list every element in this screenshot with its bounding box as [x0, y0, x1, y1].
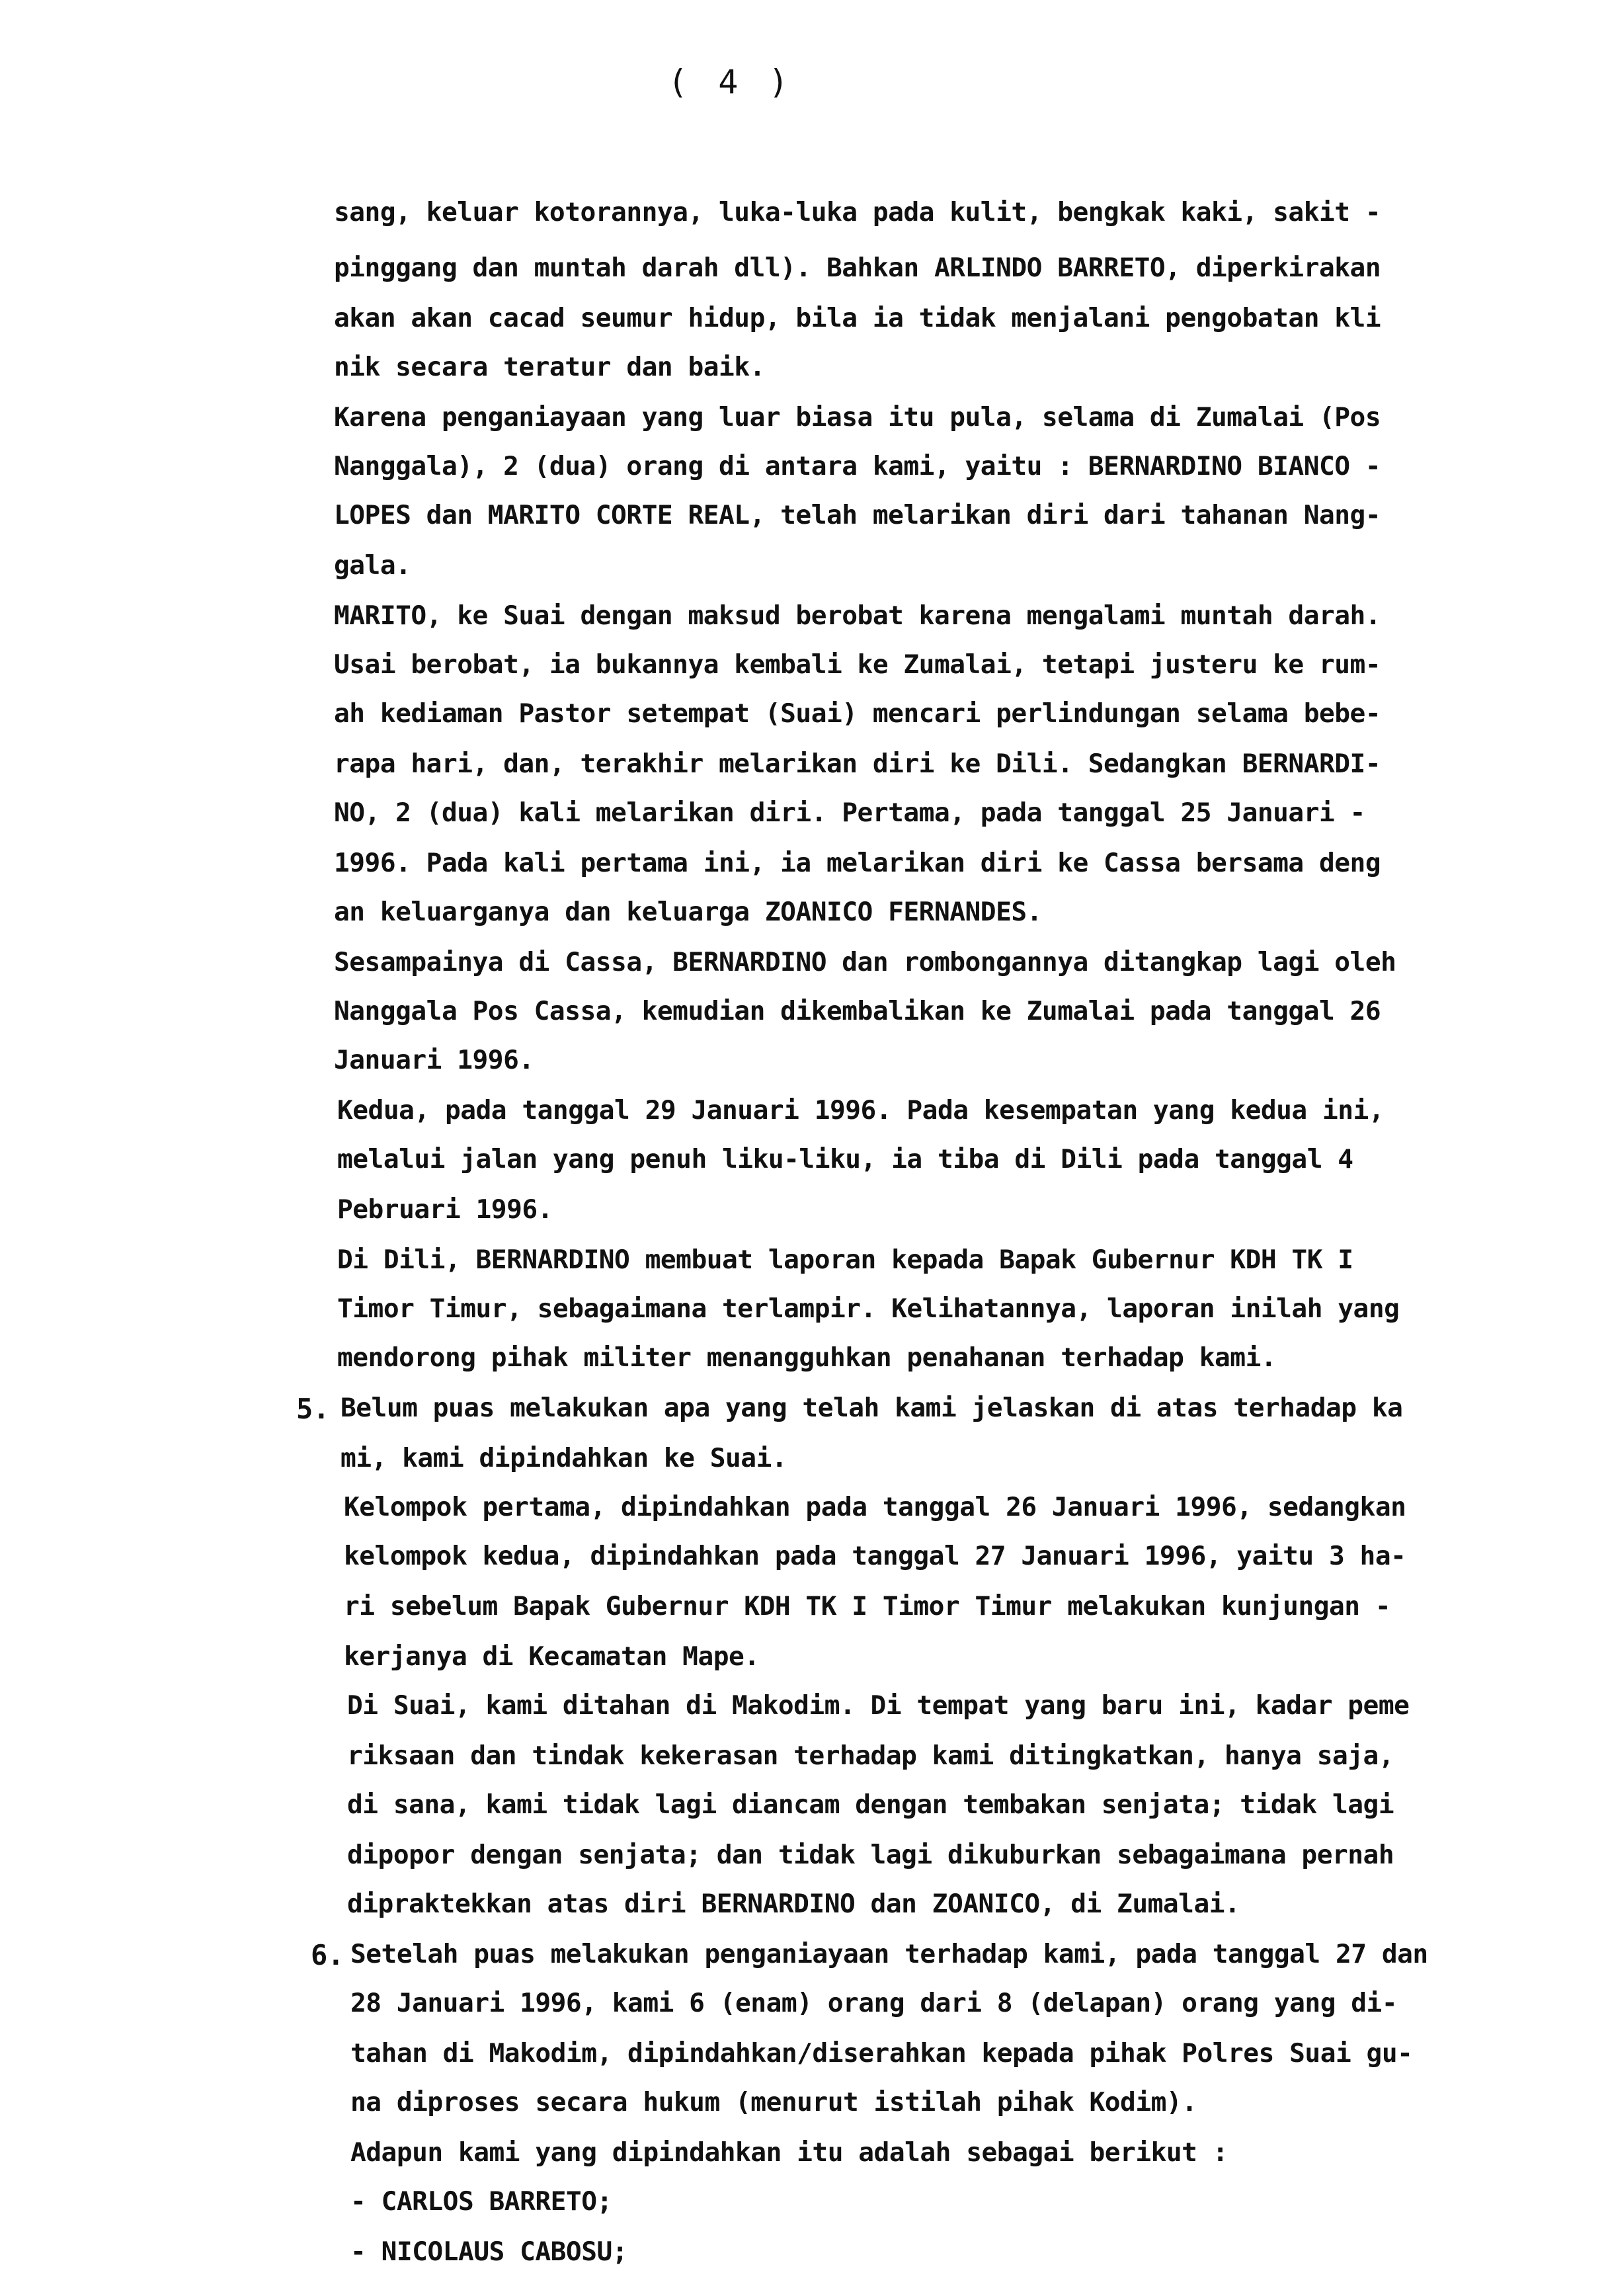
- item-number: 6.: [311, 1939, 344, 1971]
- text-line: Setelah puas melakukan penganiayaan terhadap kami, pada tanggal 27 dan: [350, 1939, 1428, 1969]
- text-line: Nanggala Pos Cassa, kemudian dikembalikan ke Zumalai pada tanggal 26: [334, 996, 1381, 1026]
- text-line: di sana, kami tidak lagi diancam dengan tembakan senjata; tidak lagi: [347, 1789, 1394, 1820]
- text-line: Adapun kami yang dipindahkan itu adalah sebagai berikut :: [350, 2137, 1228, 2168]
- text-line: Di Dili, BERNARDINO membuat laporan kepada Bapak Gubernur KDH TK I: [337, 1245, 1353, 1275]
- text-line: pinggang dan muntah darah dll). Bahkan ARLINDO BARRETO, diperkirakan: [334, 253, 1381, 283]
- text-line: NO, 2 (dua) kali melarikan diri. Pertama, pada tanggal 25 Januari -: [334, 798, 1365, 828]
- text-line: dipopor dengan senjata; dan tidak lagi dikuburkan sebagaimana pernah: [347, 1840, 1394, 1870]
- list-dash: -: [350, 2186, 366, 2217]
- text-line: Belum puas melakukan apa yang telah kami jelaskan di atas terhadap ka: [341, 1393, 1403, 1423]
- text-line: Di Suai, kami ditahan di Makodim. Di tempat yang baru ini, kadar peme: [347, 1690, 1410, 1721]
- text-line: ri sebelum Bapak Gubernur KDH TK I Timor Timur melakukan kunjungan -: [344, 1591, 1391, 1621]
- text-line: 1996. Pada kali pertama ini, ia melarikan diri ke Cassa bersama deng: [334, 848, 1381, 878]
- text-line: melalui jalan yang penuh liku-liku, ia tiba di Dili pada tanggal 4: [337, 1144, 1353, 1174]
- text-line: Kedua, pada tanggal 29 Januari 1996. Pada kesempatan yang kedua ini,: [337, 1095, 1385, 1126]
- text-line: LOPES dan MARITO CORTE REAL, telah melarikan diri dari tahanan Nang-: [334, 500, 1381, 530]
- page-number: ( 4 ): [668, 63, 794, 101]
- list-item: [350, 2186, 612, 2217]
- text-line: rapa hari, dan, terakhir melarikan diri ke Dili. Sedangkan BERNARDI-: [334, 749, 1381, 779]
- text-line: kerjanya di Kecamatan Mape.: [344, 1641, 760, 1672]
- text-line: MARITO, ke Suai dengan maksud berobat karena mengalami muntah darah.: [334, 600, 1381, 631]
- text-line: nik secara teratur dan baik.: [334, 352, 765, 382]
- text-line: gala.: [334, 550, 411, 581]
- list-item-text: NICOLAUS CABOSU;: [381, 2236, 628, 2267]
- list-item: [350, 2236, 628, 2267]
- text-line: Karena penganiayaan yang luar biasa itu pula, selama di Zumalai (Pos: [334, 402, 1381, 432]
- text-line: Januari 1996.: [334, 1045, 534, 1075]
- list-item-text: CARLOS BARRETO;: [381, 2186, 612, 2217]
- text-line: dipraktekkan atas diri BERNARDINO dan ZOANICO, di Zumalai.: [347, 1889, 1240, 1919]
- text-line: 28 Januari 1996, kami 6 (enam) orang dari 8 (delapan) orang yang di-: [350, 1988, 1398, 2018]
- text-line: kelompok kedua, dipindahkan pada tanggal 27 Januari 1996, yaitu 3 ha-: [344, 1541, 1406, 1571]
- text-line: Kelompok pertama, dipindahkan pada tanggal 26 Januari 1996, sedangkan: [344, 1492, 1406, 1522]
- list-dash: -: [350, 2236, 366, 2267]
- text-line: na diproses secara hukum (menurut istilah pihak Kodim).: [350, 2087, 1197, 2117]
- text-line: Usai berobat, ia bukannya kembali ke Zumalai, tetapi justeru ke rum-: [334, 649, 1381, 680]
- text-line: Pebruari 1996.: [337, 1194, 553, 1225]
- text-line: Nanggala), 2 (dua) orang di antara kami, yaitu : BERNARDINO BIANCO -: [334, 451, 1381, 481]
- text-line: akan akan cacad seumur hidup, bila ia tidak menjalani pengobatan kli: [334, 303, 1381, 333]
- text-line: riksaan dan tindak kekerasan terhadap kami ditingkatkan, hanya saja,: [347, 1741, 1394, 1771]
- item-number: 5.: [296, 1393, 330, 1425]
- text-line: Timor Timur, sebagaimana terlampir. Kelihatannya, laporan inilah yang: [337, 1293, 1400, 1324]
- text-line: ah kediaman Pastor setempat (Suai) mencari perlindungan selama bebe-: [334, 698, 1381, 729]
- text-line: tahan di Makodim, dipindahkan/diserahkan kepada pihak Polres Suai gu-: [350, 2038, 1413, 2069]
- text-line: Sesampainya di Cassa, BERNARDINO dan rombongannya ditangkap lagi oleh: [334, 947, 1396, 977]
- text-line: an keluarganya dan keluarga ZOANICO FERNANDES.: [334, 897, 1042, 927]
- text-line: sang, keluar kotorannya, luka-luka pada kulit, bengkak kaki, sakit -: [334, 197, 1381, 227]
- text-line: mi, kami dipindahkan ke Suai.: [341, 1443, 787, 1473]
- text-line: mendorong pihak militer menangguhkan penahanan terhadap kami.: [337, 1342, 1277, 1373]
